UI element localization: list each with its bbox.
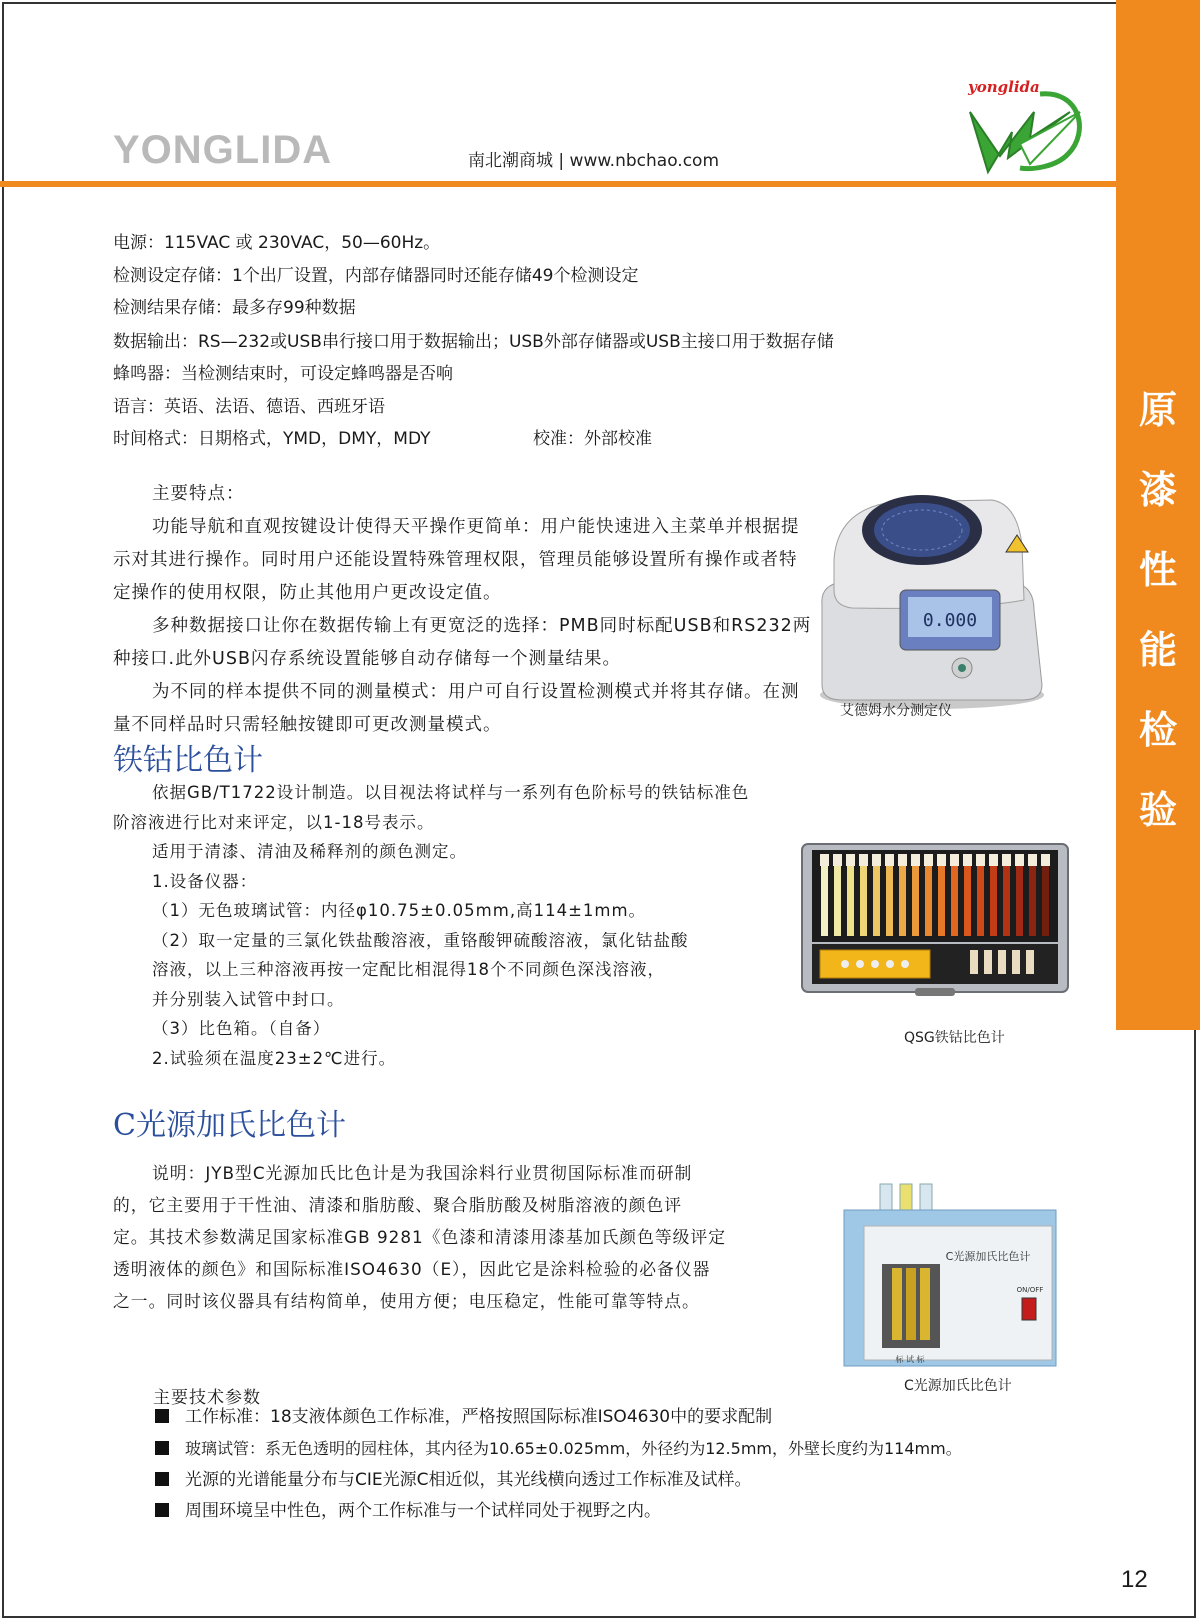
side-tab-char: 能 [1138,627,1177,672]
features-paragraph: 功能导航和直观按键设计使得天平操作更简单：用户能快速进入主菜单并根据提示对其进行操作。同时用户还能设置特殊管理权限，管理员能够设置所有操作或者特定操作的使用权限，防止其他用户更改设定值。 [113,517,800,603]
tube-cap [1015,854,1024,866]
tube-cap [846,854,855,866]
list-item-text: 工作标准：18支液体颜色工作标准，严格按照国际标准ISO4630中的要求配制 [185,1407,773,1427]
color-tube [912,866,919,936]
color-tube [873,866,880,936]
params-list [155,1402,962,1527]
color-tube [847,866,854,936]
spec-line: 数据输出：RS—232或USB串行接口用于数据输出；USB外部存储器或USB主接口用于数据存储 [113,332,834,352]
params-heading: 主要技术参数 [153,1388,261,1408]
list-item-text: 光源的光谱能量分布与CIE光源C相近似，其光线横向透过工作标准及试样。 [185,1470,752,1490]
gardner-colorimeter-image [840,1180,1060,1370]
iron-cobalt-line: 适用于清漆、清油及稀释剂的颜色测定。 [152,842,467,861]
square-bullet-icon [155,1472,169,1486]
header-site-text: 南北潮商城 | www.nbchao.com [468,151,720,171]
side-tab-char: 原 [1138,387,1177,432]
gardner-caption: C光源加氏比色计 [904,1378,1012,1394]
color-tube [951,866,958,936]
side-tab-char: 性 [1138,547,1177,592]
logo-text: yonglida [968,78,1040,96]
tube-cap [950,854,959,866]
spec-line: 检测设定存储：1个出厂设置，内部存储器同时还能存储49个检测设定 [113,266,639,286]
switch-label: ON/OFF [1016,1286,1044,1294]
features-block [113,478,813,742]
list-item [155,1465,962,1496]
color-tube [1016,866,1023,936]
iron-cobalt-line: 依据GB/T1722设计制造。以目视法将试样与一系列有色阶标号的铁钴标准色 [152,783,750,802]
tube-cap [989,854,998,866]
color-tube [1029,866,1036,936]
header-divider [0,181,1116,187]
tube-cap [976,854,985,866]
iron-cobalt-line: 并分别装入试管中封口。 [152,989,345,1009]
tube-cap [833,854,842,866]
gardner-line: 之一。同时该仪器具有结构简单，使用方便；电压稳定，性能可靠等特点。 [113,1291,700,1311]
side-tab-char: 验 [1138,787,1177,832]
square-bullet-icon [155,1441,169,1455]
iron-cobalt-line: 溶液，以上三种溶液再按一定配比相混得18个不同颜色深浅溶液， [152,960,665,979]
iron-cobalt-line: 1.设备仪器： [152,871,258,891]
spec-line: 蜂鸣器：当检测结束时，可设定蜂鸣器是否响 [113,364,453,384]
gardner-line: 定。其技术参数满足国家标准GB 9281《色漆和清漆用漆基加氏颜色等级评定 [113,1227,726,1247]
tube-cap [911,854,920,866]
list-item [155,1496,962,1527]
spec-line: 电源：115VAC 或 230VAC，50—60Hz。 [113,233,441,253]
tube-cap [963,854,972,866]
iron-cobalt-line: 2.试验须在温度23±2℃进行。 [152,1048,397,1068]
iron-cobalt-caption: QSG铁钴比色计 [904,1030,1005,1046]
tube-cap [898,854,907,866]
iron-cobalt-line: 阶溶液进行比对来评定，以1-18号表示。 [113,812,435,832]
color-tube [964,866,971,936]
side-tab-char: 漆 [1138,467,1177,512]
iron-cobalt-text [113,778,833,1073]
spec-line: 语言：英语、法语、德语、西班牙语 [113,397,385,417]
spec-line: 时间格式：日期格式，YMD，DMY，MDY [113,429,431,449]
tube-cap [885,854,894,866]
features-paragraph: 多种数据接口让你在数据传输上有更宽泛的选择：PMB同时标配USB和RS232两种接口.此外USB闪存系统设置能够自动存储每一个测量结果。 [113,616,812,669]
list-item [155,1433,962,1465]
list-item-text: 周围环境呈中性色，两个工作标准与一个试样同处于视野之内。 [185,1501,661,1521]
iron-cobalt-case-image [800,842,1070,1002]
list-item [155,1402,962,1433]
iron-cobalt-line: （2）取一定量的三氯化铁盐酸溶液，重铬酸钾硫酸溶液，氯化钴盐酸 [152,930,689,950]
tube-cap [1041,854,1050,866]
color-tube [938,866,945,936]
moisture-analyzer-caption: 艾德姆水分测定仪 [840,703,952,719]
company-logo [960,72,1090,177]
color-tube [990,866,997,936]
color-tube [860,866,867,936]
power-switch [1022,1298,1036,1320]
side-tab-title [1116,370,1200,850]
spec-line: 检测结果存储：最多存99种数据 [113,298,356,318]
color-tube [899,866,906,936]
color-tube [925,866,932,936]
tube-cap [924,854,933,866]
color-tube [821,866,828,936]
device-label: C光源加氏比色计 [945,1250,1031,1263]
color-tube [834,866,841,936]
tube-cap [820,854,829,866]
features-heading: 主要特点： [152,484,245,504]
moisture-analyzer-image [812,490,1052,715]
gardner-line: 透明液体的颜色》和国际标准ISO4630（E），因此它是涂料检验的必备仪器 [113,1259,711,1279]
iron-cobalt-line: （1）无色玻璃试管：内径φ10.75±0.05mm,高114±1mm。 [152,901,647,920]
features-paragraph: 为不同的样本提供不同的测量模式：用户可自行设置检测模式并将其存储。在测量不同样品时只需轻触按键即可更改测量模式。 [113,682,800,735]
color-tube [1042,866,1049,936]
square-bullet-icon [155,1503,169,1517]
color-tube [977,866,984,936]
section-title-iron-cobalt: 铁钴比色计 [113,743,263,778]
side-tab-char: 检 [1138,707,1177,752]
page-number: 12 [1121,1566,1148,1593]
color-tube [1003,866,1010,936]
brand-name: YONGLIDA [113,128,333,172]
color-tube [886,866,893,936]
tube-cap [1002,854,1011,866]
section-title-gardner: C光源加氏比色计 [113,1108,346,1143]
display-reading: 0.000 [922,610,978,631]
list-item-text: 玻璃试管：系无色透明的园柱体，其内径为10.65±0.025mm，外径约为12.5mm，外壁长度约为114mm。 [185,1439,962,1458]
tube-cap [872,854,881,866]
tube-cap [937,854,946,866]
spec-line: 校准：外部校准 [533,429,652,449]
tube-cap [859,854,868,866]
tube-cap [1028,854,1037,866]
gardner-line: 说明：JYB型C光源加氏比色计是为我国涂料行业贯彻国际标准而研制 [152,1163,693,1183]
gardner-line: 的，它主要用于干性油、清漆和脂肪酸、聚合脂肪酸及树脂溶液的颜色评 [113,1195,683,1215]
gardner-text [113,1157,833,1317]
iron-cobalt-line: （3）比色箱。（自备） [152,1019,331,1038]
square-bullet-icon [155,1409,169,1423]
tube-labels: 标 试 标 [895,1355,925,1364]
